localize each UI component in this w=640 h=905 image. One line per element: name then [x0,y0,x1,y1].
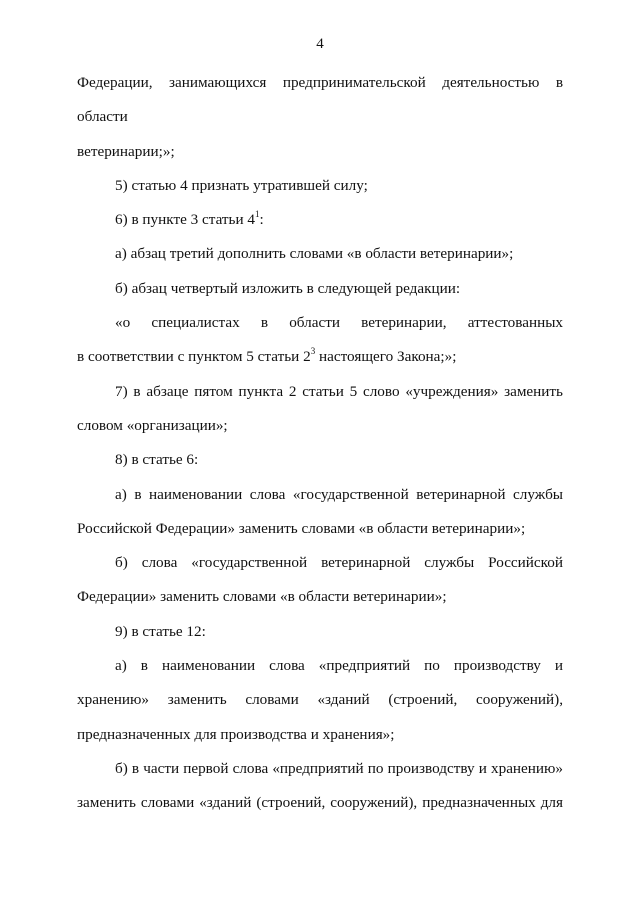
paragraph-item-8: 8) в статье 6: [115,451,199,469]
paragraph-item-9a-line-3: предназначенных для производства и хранения»; [77,725,395,743]
page-number: 4 [316,36,324,52]
item-6-text: 6) в пункте 3 статьи 4 [115,211,256,229]
paragraph-item-6 [77,203,563,237]
quoted-text-line-1: «о специалистах в области ветеринарии, аттестованных [115,314,563,332]
quoted-text-superscript: 3 [310,346,316,357]
paragraph-item-9: 9) в статье 12: [115,622,206,640]
quoted-text-main: в соответствии с пунктом 5 статьи 2 [77,348,311,366]
item-6-superscript: 1 [255,209,260,220]
paragraph-item-8b-line-2: Федерации» заменить словами «в области ветеринарии»; [77,588,447,606]
paragraph-item-7-line-1: 7) в абзаце пятом пункта 2 статьи 5 слово «учреждения» заменить [115,382,563,400]
paragraph-item-9a-line-1: а) в наименовании слова «предприятий по производству и [115,657,563,675]
paragraph-continuation-line: Федерации, занимающихся предпринимательской деятельностью в области [77,74,563,126]
paragraph-item-9a-line-2: хранению» заменить словами «зданий (строений, сооружений), [77,691,563,709]
quoted-text-end: настоящего Закона;»; [315,348,457,366]
item-6-colon: : [259,211,264,229]
paragraph-item-9b-line-1: б) в части первой слова «предприятий по производству и хранению» [115,759,563,777]
paragraph-item-6a: а) абзац третий дополнить словами «в области ветеринарии»; [115,245,514,263]
paragraph-item-8b-line-1: б) слова «государственной ветеринарной службы Российской [115,554,563,572]
paragraph-item-9b-line-2: заменить словами «зданий (строений, сооружений), предназначенных для [77,794,563,812]
paragraph-item-8a-line-2: Российской Федерации» заменить словами «в области ветеринарии»; [77,519,526,537]
paragraph-item-8a-line-1: а) в наименовании слова «государственной ветеринарной службы [115,485,563,503]
paragraph-continuation-end: ветеринарии;»; [77,142,175,160]
document-body [77,66,563,821]
paragraph-item-5: 5) статью 4 признать утратившей силу; [115,176,368,194]
quoted-text-line-2 [77,340,563,374]
paragraph-item-7-line-2: словом «организации»; [77,416,228,434]
paragraph-item-6b: б) абзац четвертый изложить в следующей редакции: [115,279,461,297]
